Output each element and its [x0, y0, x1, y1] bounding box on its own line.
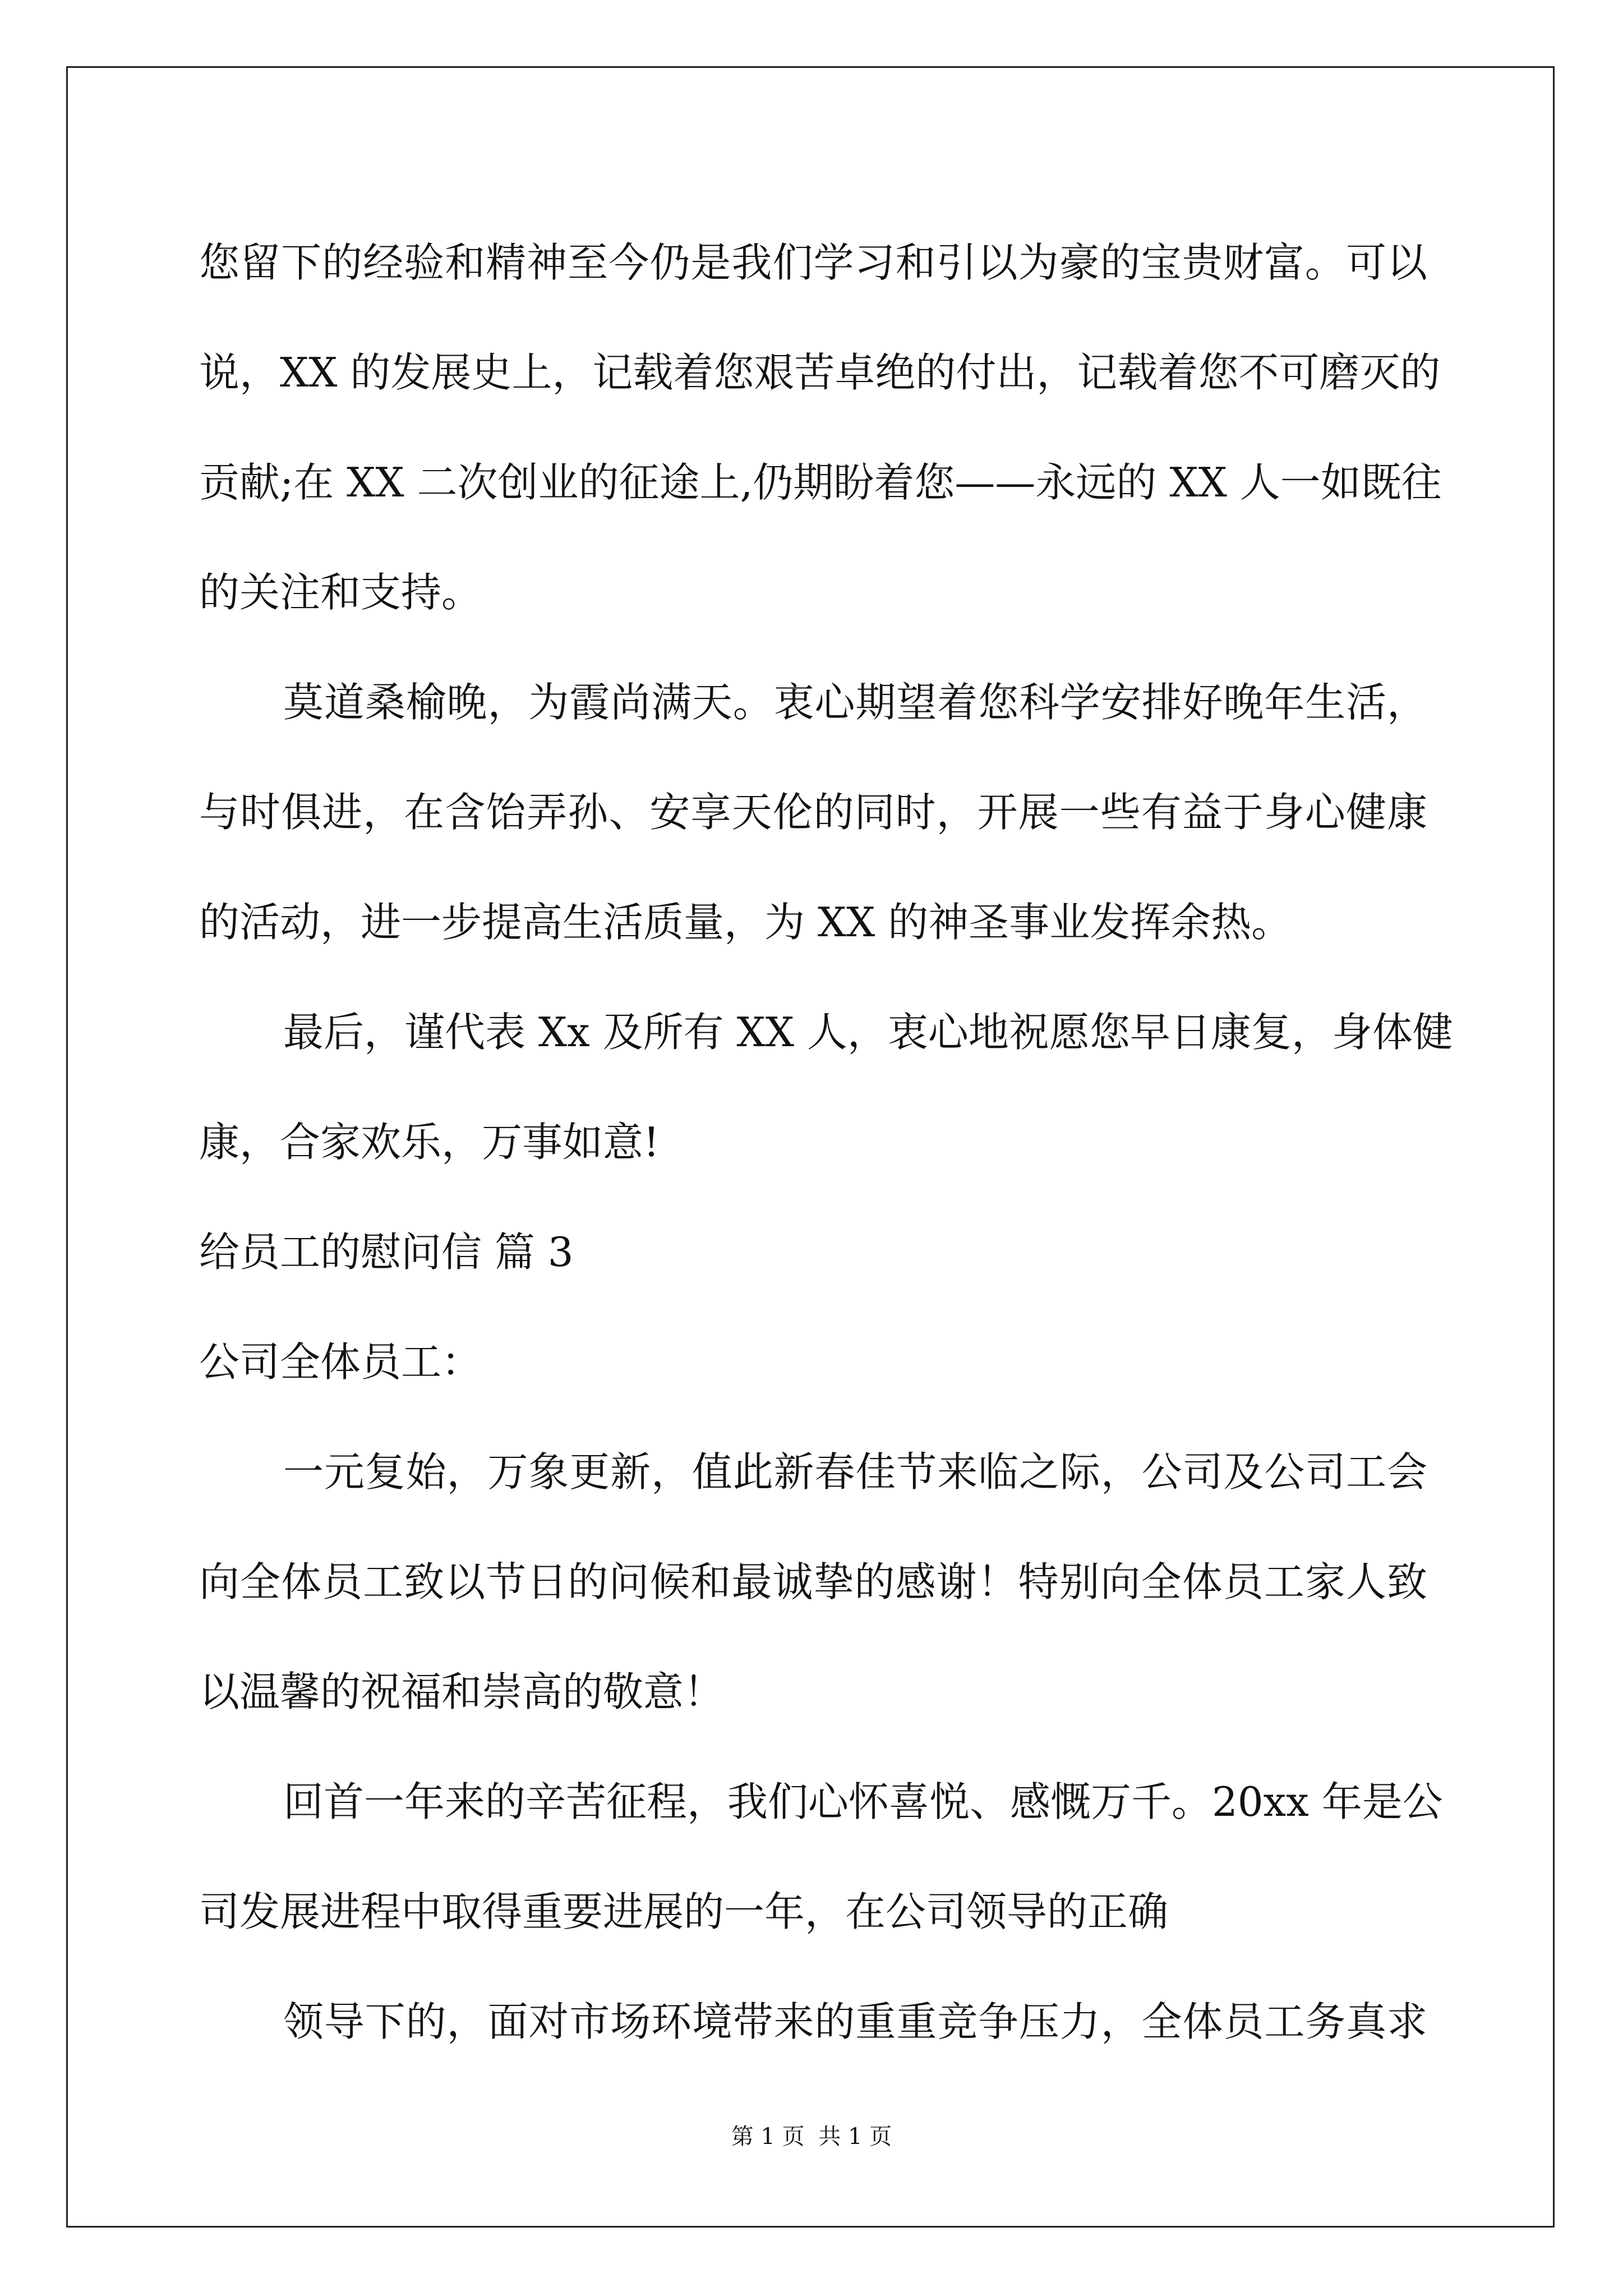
text-line: 的关注和支持。: [199, 569, 482, 616]
text-line: 司发展进程中取得重要进展的一年，在公司领导的正确: [199, 1888, 1169, 1935]
text-line: 说，XX 的发展史上，记载着您艰苦卓绝的付出，记载着您不可磨灭的: [199, 349, 1441, 396]
text-line: 以温馨的祝福和崇高的敬意！: [199, 1668, 725, 1715]
page-footer: [0, 2123, 1623, 2151]
document-body: [199, 208, 1453, 2077]
section-heading: 给员工的慰问信 篇 3: [199, 1228, 574, 1276]
page-number: 第 1 页: [731, 2124, 805, 2150]
paragraph-start-line: 回首一年来的辛苦征程，我们心怀喜悦、感慨万千。20xx 年是公: [283, 1778, 1443, 1825]
salutation: 公司全体员工：: [199, 1338, 482, 1386]
text-line: 您留下的经验和精神至今仍是我们学习和引以为豪的宝贵财富。可以: [199, 239, 1427, 286]
text-line: 向全体员工致以节日的问候和最诚挚的感谢！特别向全体员工家人致: [199, 1558, 1427, 1605]
text-line: 与时俱进，在含饴弄孙、安享天伦的同时，开展一些有益于身心健康: [199, 789, 1427, 836]
paragraph-start-line: 一元复始，万象更新，值此新春佳节来临之际，公司及公司工会: [283, 1448, 1427, 1496]
text-line: 贡献;在 XX 二次创业的征途上,仍期盼着您——永远的 XX 人一如既往: [199, 459, 1442, 506]
paragraph-start-line: 领导下的，面对市场环境带来的重重竞争压力，全体员工务真求: [283, 1998, 1427, 2045]
page-total: 共 1 页: [818, 2124, 892, 2150]
text-line: 康，合家欢乐，万事如意!: [199, 1119, 660, 1166]
paragraph-start-line: 最后，谨代表 Xx 及所有 XX 人，衷心地祝愿您早日康复，身体健: [283, 1009, 1453, 1056]
text-line: 的活动，进一步提高生活质量，为 XX 的神圣事业发挥余热。: [199, 899, 1292, 946]
paragraph-start-line: 莫道桑榆晚，为霞尚满天。衷心期望着您科学安排好晚年生活，: [283, 679, 1427, 726]
